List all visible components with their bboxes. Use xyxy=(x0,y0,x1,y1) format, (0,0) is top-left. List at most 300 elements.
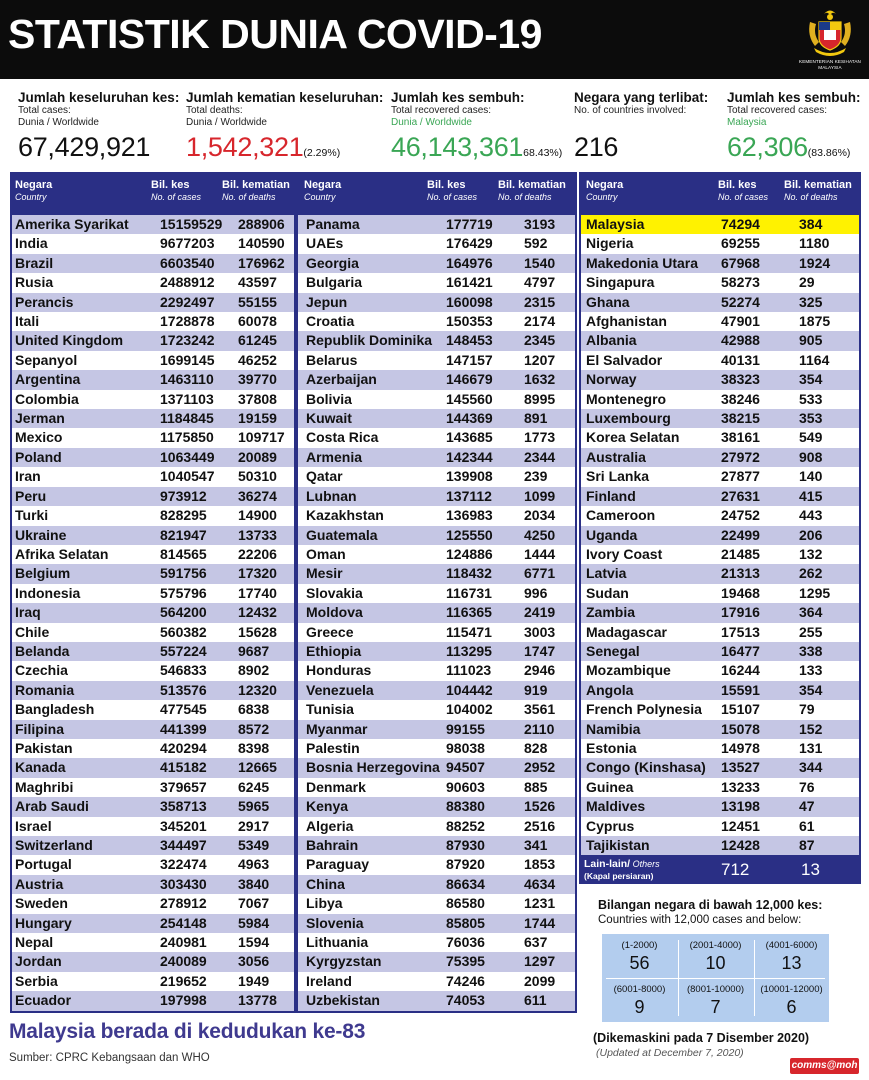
bin-range: (6001-8000) xyxy=(613,984,666,995)
cell-deaths: 8398 xyxy=(238,739,270,756)
table-header xyxy=(10,172,296,215)
cell-cases: 16244 xyxy=(721,662,760,679)
cell-cases: 88252 xyxy=(446,817,485,834)
cell-cases: 161421 xyxy=(446,274,493,291)
table-column-2 xyxy=(296,172,577,1013)
cell-cases: 137112 xyxy=(446,487,492,504)
table-row xyxy=(581,836,859,855)
table-header xyxy=(579,172,861,215)
table-row xyxy=(581,428,859,447)
table-row xyxy=(298,972,575,991)
table-row xyxy=(298,293,575,312)
bin-cell xyxy=(603,980,676,1022)
cell-country: China xyxy=(306,875,345,892)
table-row xyxy=(12,758,294,777)
cell-deaths: 919 xyxy=(524,681,548,698)
cell-cases: 74053 xyxy=(446,992,485,1009)
cell-cases: 104442 xyxy=(446,681,493,698)
cell-cases: 13198 xyxy=(721,798,760,815)
table-row xyxy=(12,564,294,583)
table-row xyxy=(298,894,575,913)
bin-count: 7 xyxy=(710,997,721,1017)
cell-cases: 76036 xyxy=(446,934,485,951)
source-note: Sumber: CPRC Kebangsaan dan WHO xyxy=(9,1052,210,1064)
cell-deaths: 338 xyxy=(799,642,823,659)
cell-deaths: 885 xyxy=(524,778,548,795)
cell-country: Slovenia xyxy=(306,914,364,931)
cell-country: India xyxy=(15,235,48,252)
cell-country: Qatar xyxy=(306,468,343,485)
cell-deaths: 9687 xyxy=(238,642,270,659)
table-row xyxy=(12,681,294,700)
others-sublabel: (Kapal persiaran) xyxy=(584,871,654,882)
cell-country: Israel xyxy=(15,817,52,834)
cell-cases: 74294 xyxy=(721,216,760,232)
bin-cell xyxy=(679,936,752,978)
cell-country: Mozambique xyxy=(586,662,671,679)
cell-deaths: 905 xyxy=(799,332,823,349)
cell-country: Georgia xyxy=(306,254,359,271)
cell-cases: 27972 xyxy=(721,448,760,465)
cell-country: Bosnia Herzegovina xyxy=(306,759,440,776)
cell-cases: 9677203 xyxy=(160,235,215,252)
others-cases: 712 xyxy=(721,860,750,880)
cell-country: Romania xyxy=(15,681,75,698)
cell-deaths: 37808 xyxy=(238,390,277,407)
cell-country: Korea Selatan xyxy=(586,429,680,446)
cell-country: Ghana xyxy=(586,293,630,310)
bins-subtitle: Countries with 12,000 cases and below: xyxy=(598,914,802,926)
bin-cell xyxy=(679,980,752,1022)
cell-deaths: 13733 xyxy=(238,526,277,543)
cell-cases: 6603540 xyxy=(160,254,215,271)
cell-deaths: 354 xyxy=(799,681,823,698)
table-row xyxy=(12,584,294,603)
table-row xyxy=(12,467,294,486)
table-row xyxy=(298,351,575,370)
table-row xyxy=(12,428,294,447)
cell-country: Costa Rica xyxy=(306,429,379,446)
cell-country: Ivory Coast xyxy=(586,545,663,562)
stat-scope: Dunia / Worldwide xyxy=(391,117,472,128)
header-country: Negara Country xyxy=(304,179,342,202)
cell-deaths: 109717 xyxy=(238,429,285,446)
table-row xyxy=(298,390,575,409)
cell-cases: 557224 xyxy=(160,642,207,659)
table-row xyxy=(581,758,859,777)
cell-country: Croatia xyxy=(306,313,355,330)
table-row xyxy=(298,312,575,331)
cell-deaths: 17740 xyxy=(238,584,277,601)
cell-deaths: 8995 xyxy=(524,390,556,407)
cell-deaths: 6771 xyxy=(524,565,556,582)
table-row xyxy=(298,215,575,234)
cell-cases: 139908 xyxy=(446,468,493,485)
cell-deaths: 891 xyxy=(524,410,548,427)
cell-country: Paraguay xyxy=(306,856,370,873)
cell-cases: 145560 xyxy=(446,390,493,407)
coat-of-arms-logo xyxy=(799,8,861,76)
cell-cases: 176429 xyxy=(446,235,493,252)
cell-country: Belarus xyxy=(306,351,358,368)
cell-cases: 27631 xyxy=(721,487,760,504)
header-country: Negara Country xyxy=(15,179,53,202)
table-row xyxy=(298,448,575,467)
cell-country: Itali xyxy=(15,313,40,330)
cell-deaths: 384 xyxy=(799,216,823,232)
cell-country: Peru xyxy=(15,487,47,504)
stat-title: Jumlah kematian keseluruhan: xyxy=(186,90,384,105)
cell-country: El Salvador xyxy=(586,351,663,368)
cell-country: Serbia xyxy=(15,972,58,989)
stat-countries xyxy=(574,90,708,163)
cell-deaths: 1295 xyxy=(799,584,831,601)
cell-country: Austria xyxy=(15,875,64,892)
cell-cases: 38215 xyxy=(721,410,760,427)
cell-country: Sri Lanka xyxy=(586,468,650,485)
cell-cases: 124886 xyxy=(446,545,493,562)
cell-deaths: 3003 xyxy=(524,623,556,640)
table-row xyxy=(298,467,575,486)
page-title: STATISTIK DUNIA COVID-19 xyxy=(8,11,542,57)
cell-deaths: 60078 xyxy=(238,313,277,330)
header-cases: Bil. kes No. of cases xyxy=(427,179,478,202)
bin-range: (2001-4000) xyxy=(689,940,742,951)
table-row xyxy=(12,855,294,874)
cell-cases: 358713 xyxy=(160,798,207,815)
table-row xyxy=(12,720,294,739)
cell-deaths: 47 xyxy=(799,798,815,815)
cell-country: Nepal xyxy=(15,934,54,951)
cell-country: Kenya xyxy=(306,798,349,815)
table-row xyxy=(298,991,575,1010)
table-row xyxy=(12,875,294,894)
table-row xyxy=(581,331,859,350)
cell-country: Montenegro xyxy=(586,390,667,407)
cell-country: Bangladesh xyxy=(15,701,95,718)
cell-deaths: 364 xyxy=(799,604,823,621)
cell-country: Estonia xyxy=(586,739,637,756)
bin-count: 6 xyxy=(786,997,797,1017)
cell-deaths: 2174 xyxy=(524,313,556,330)
table-row xyxy=(298,642,575,661)
stat-value: 216 xyxy=(574,132,619,162)
cell-cases: 345201 xyxy=(160,817,207,834)
cell-deaths: 1526 xyxy=(524,798,556,815)
bin-cell xyxy=(755,936,828,978)
cell-country: Guatemala xyxy=(306,526,378,543)
header-deaths: Bil. kematian No. of deaths xyxy=(498,179,566,202)
cell-deaths: 2344 xyxy=(524,448,556,465)
stat-percent: (83.86%) xyxy=(807,147,851,159)
cell-country: Panama xyxy=(306,216,360,232)
others-label: Lain-lain/ Others xyxy=(584,858,660,871)
cell-cases: 240089 xyxy=(160,953,207,970)
cell-deaths: 4963 xyxy=(238,856,270,873)
cell-deaths: 2419 xyxy=(524,604,556,621)
table-row xyxy=(581,817,859,836)
cell-cases: 973912 xyxy=(160,487,207,504)
cell-deaths: 36274 xyxy=(238,487,277,504)
cell-cases: 27877 xyxy=(721,468,760,485)
others-row xyxy=(579,857,861,884)
cell-country: Kyrgyzstan xyxy=(306,953,382,970)
cell-country: Nigeria xyxy=(586,235,634,252)
cell-country: Finland xyxy=(586,487,636,504)
cell-deaths: 1853 xyxy=(524,856,556,873)
header-country: Negara Country xyxy=(586,179,624,202)
cell-deaths: 2110 xyxy=(524,720,555,737)
cell-country: Perancis xyxy=(15,293,74,310)
cell-cases: 15591 xyxy=(721,681,760,698)
cell-country: Honduras xyxy=(306,662,372,679)
cell-country: Moldova xyxy=(306,604,363,621)
table-row xyxy=(298,428,575,447)
table-row xyxy=(12,603,294,622)
table-row xyxy=(298,836,575,855)
cell-deaths: 61245 xyxy=(238,332,277,349)
header-deaths: Bil. kematian No. of deaths xyxy=(222,179,290,202)
cell-country: Colombia xyxy=(15,390,79,407)
cell-deaths: 8902 xyxy=(238,662,270,679)
cell-deaths: 22206 xyxy=(238,545,277,562)
cell-deaths: 7067 xyxy=(238,895,270,912)
cell-country: Sweden xyxy=(15,895,68,912)
cell-deaths: 6838 xyxy=(238,701,270,718)
cell-country: Tunisia xyxy=(306,701,354,718)
others-deaths: 13 xyxy=(801,860,820,880)
cell-country: Argentina xyxy=(15,371,81,388)
table-header xyxy=(296,172,577,215)
cell-country: Latvia xyxy=(586,565,627,582)
cell-deaths: 2315 xyxy=(524,293,556,310)
cell-cases: 86634 xyxy=(446,875,485,892)
table-row xyxy=(581,778,859,797)
table-row xyxy=(581,681,859,700)
table-row xyxy=(581,584,859,603)
cell-cases: 111023 xyxy=(446,662,492,679)
table-row xyxy=(298,661,575,680)
cell-cases: 814565 xyxy=(160,545,207,562)
cell-country: Jepun xyxy=(306,293,348,310)
cell-deaths: 1875 xyxy=(799,313,831,330)
cell-country: Pakistan xyxy=(15,739,73,756)
table-row xyxy=(12,234,294,253)
cell-deaths: 76 xyxy=(799,778,815,795)
cell-deaths: 325 xyxy=(799,293,823,310)
cell-deaths: 592 xyxy=(524,235,548,252)
cell-deaths: 4634 xyxy=(524,875,556,892)
cell-cases: 164976 xyxy=(446,254,493,271)
table-row xyxy=(581,739,859,758)
stat-sub: Total cases: xyxy=(18,105,71,116)
cell-cases: 14978 xyxy=(721,739,760,756)
cell-deaths: 1180 xyxy=(799,235,830,252)
bin-count: 56 xyxy=(629,953,650,973)
stat-value: 1,542,321(2.29%) xyxy=(186,132,341,162)
table-row xyxy=(12,545,294,564)
stat-percent: 68.43%) xyxy=(523,147,563,159)
table-row xyxy=(581,797,859,816)
header-cases: Bil. kes No. of cases xyxy=(718,179,769,202)
cell-deaths: 996 xyxy=(524,584,548,601)
stat-total-deaths xyxy=(186,90,383,163)
table-row xyxy=(581,720,859,739)
table-row xyxy=(12,952,294,971)
cell-country: Ethiopia xyxy=(306,642,362,659)
cell-country: Belanda xyxy=(15,642,70,659)
cell-deaths: 20089 xyxy=(238,448,277,465)
table-row xyxy=(12,351,294,370)
cell-cases: 564200 xyxy=(160,604,207,621)
cell-country: Makedonia Utara xyxy=(586,254,699,271)
cell-cases: 118432 xyxy=(446,565,492,582)
table-row xyxy=(298,331,575,350)
cell-country: Armenia xyxy=(306,448,363,465)
cell-country: Amerika Syarikat xyxy=(15,216,129,232)
cell-cases: 148453 xyxy=(446,332,493,349)
cell-cases: 38323 xyxy=(721,371,760,388)
cell-country: Libya xyxy=(306,895,343,912)
cell-deaths: 1444 xyxy=(524,545,556,562)
cell-deaths: 140 xyxy=(799,468,823,485)
bin-range: (8001-10000) xyxy=(686,984,745,995)
cell-deaths: 3193 xyxy=(524,216,556,232)
stat-percent: (2.29%) xyxy=(303,147,341,159)
cell-country: Namibia xyxy=(586,720,641,737)
table-row xyxy=(298,700,575,719)
table-row xyxy=(298,409,575,428)
cell-cases: 67968 xyxy=(721,254,760,271)
bin-range: (1-2000) xyxy=(621,940,658,951)
stat-value: 46,143,36168.43%) xyxy=(391,132,563,162)
table-row xyxy=(581,409,859,428)
cell-deaths: 262 xyxy=(799,565,823,582)
header-deaths: Bil. kematian No. of deaths xyxy=(784,179,852,202)
table-row xyxy=(298,564,575,583)
cell-deaths: 2034 xyxy=(524,507,556,524)
cell-country: Jerman xyxy=(15,410,65,427)
cell-deaths: 15628 xyxy=(238,623,277,640)
table-body xyxy=(10,215,296,1013)
table-row xyxy=(12,331,294,350)
cell-cases: 1184845 xyxy=(160,410,214,427)
stat-total-cases xyxy=(18,90,179,163)
bin-range: (4001-6000) xyxy=(765,940,818,951)
cell-cases: 75395 xyxy=(446,953,485,970)
cell-country: Ireland xyxy=(306,972,352,989)
table-row xyxy=(12,273,294,292)
table-row xyxy=(298,234,575,253)
cell-country: Chile xyxy=(15,623,50,640)
cell-country: Iraq xyxy=(15,604,41,621)
cell-deaths: 50310 xyxy=(238,468,277,485)
cell-cases: 147157 xyxy=(446,351,493,368)
header-cases: Bil. kes No. of cases xyxy=(151,179,202,202)
cell-country: Slovakia xyxy=(306,584,363,601)
cell-cases: 1728878 xyxy=(160,313,215,330)
cell-country: Madagascar xyxy=(586,623,667,640)
table-row xyxy=(12,972,294,991)
stat-scope: Dunia / Worldwide xyxy=(18,117,99,128)
stat-scope: Dunia / Worldwide xyxy=(186,117,267,128)
cell-country: Australia xyxy=(586,448,646,465)
cell-cases: 17513 xyxy=(721,623,760,640)
cell-deaths: 908 xyxy=(799,448,823,465)
cell-country: Angola xyxy=(586,681,634,698)
cell-country: Lubnan xyxy=(306,487,357,504)
cell-deaths: 140590 xyxy=(238,235,285,252)
cell-country: Portugal xyxy=(15,856,72,873)
cell-country: French Polynesia xyxy=(586,701,702,718)
cell-deaths: 341 xyxy=(524,837,548,853)
cell-deaths: 14900 xyxy=(238,507,277,524)
bin-range: (10001-12000) xyxy=(760,984,823,995)
table-row xyxy=(298,778,575,797)
table-row xyxy=(12,642,294,661)
table-row xyxy=(581,623,859,642)
cell-cases: 115471 xyxy=(446,623,492,640)
stat-malaysia-recovered xyxy=(727,90,861,163)
cell-country: Palestin xyxy=(306,739,360,756)
cell-cases: 1371103 xyxy=(160,390,214,407)
cell-cases: 38161 xyxy=(721,429,760,446)
cell-deaths: 87 xyxy=(799,837,815,853)
cell-country: Poland xyxy=(15,448,62,465)
cell-cases: 104002 xyxy=(446,701,493,718)
cell-deaths: 5965 xyxy=(238,798,270,815)
bin-cell xyxy=(603,936,676,978)
stat-sub: Total recovered cases: xyxy=(727,105,828,116)
cell-deaths: 79 xyxy=(799,701,815,718)
cell-country: Brazil xyxy=(15,254,54,271)
cell-cases: 546833 xyxy=(160,662,207,679)
table-row xyxy=(298,681,575,700)
cell-cases: 38246 xyxy=(721,390,760,407)
cell-country: Sudan xyxy=(586,584,629,601)
cell-deaths: 415 xyxy=(799,487,823,504)
table-row xyxy=(581,700,859,719)
cell-cases: 42988 xyxy=(721,332,760,349)
cell-deaths: 61 xyxy=(799,817,815,834)
cell-deaths: 1540 xyxy=(524,254,556,271)
bin-count: 10 xyxy=(705,953,726,973)
cell-cases: 136983 xyxy=(446,507,493,524)
cell-cases: 74246 xyxy=(446,972,485,989)
cell-country: Oman xyxy=(306,545,346,562)
coat-of-arms-icon xyxy=(807,8,853,58)
stat-value: 67,429,921 xyxy=(18,132,151,162)
cell-deaths: 5349 xyxy=(238,837,270,853)
cell-country: Afghanistan xyxy=(586,313,667,330)
cell-country: Czechia xyxy=(15,662,68,679)
cell-cases: 591756 xyxy=(160,565,207,582)
table-row xyxy=(298,370,575,389)
cell-country: Rusia xyxy=(15,274,54,291)
cell-deaths: 239 xyxy=(524,468,548,485)
cell-deaths: 1099 xyxy=(524,487,556,504)
stat-title: Jumlah kes sembuh: xyxy=(727,90,861,105)
stat-total-recovered xyxy=(391,90,562,163)
cell-deaths: 549 xyxy=(799,429,823,446)
cell-deaths: 3840 xyxy=(238,875,270,892)
cell-cases: 150353 xyxy=(446,313,493,330)
cell-cases: 88380 xyxy=(446,798,485,815)
table-row xyxy=(12,991,294,1010)
cell-deaths: 637 xyxy=(524,934,548,951)
cell-deaths: 4250 xyxy=(524,526,556,543)
cell-cases: 90603 xyxy=(446,778,485,795)
